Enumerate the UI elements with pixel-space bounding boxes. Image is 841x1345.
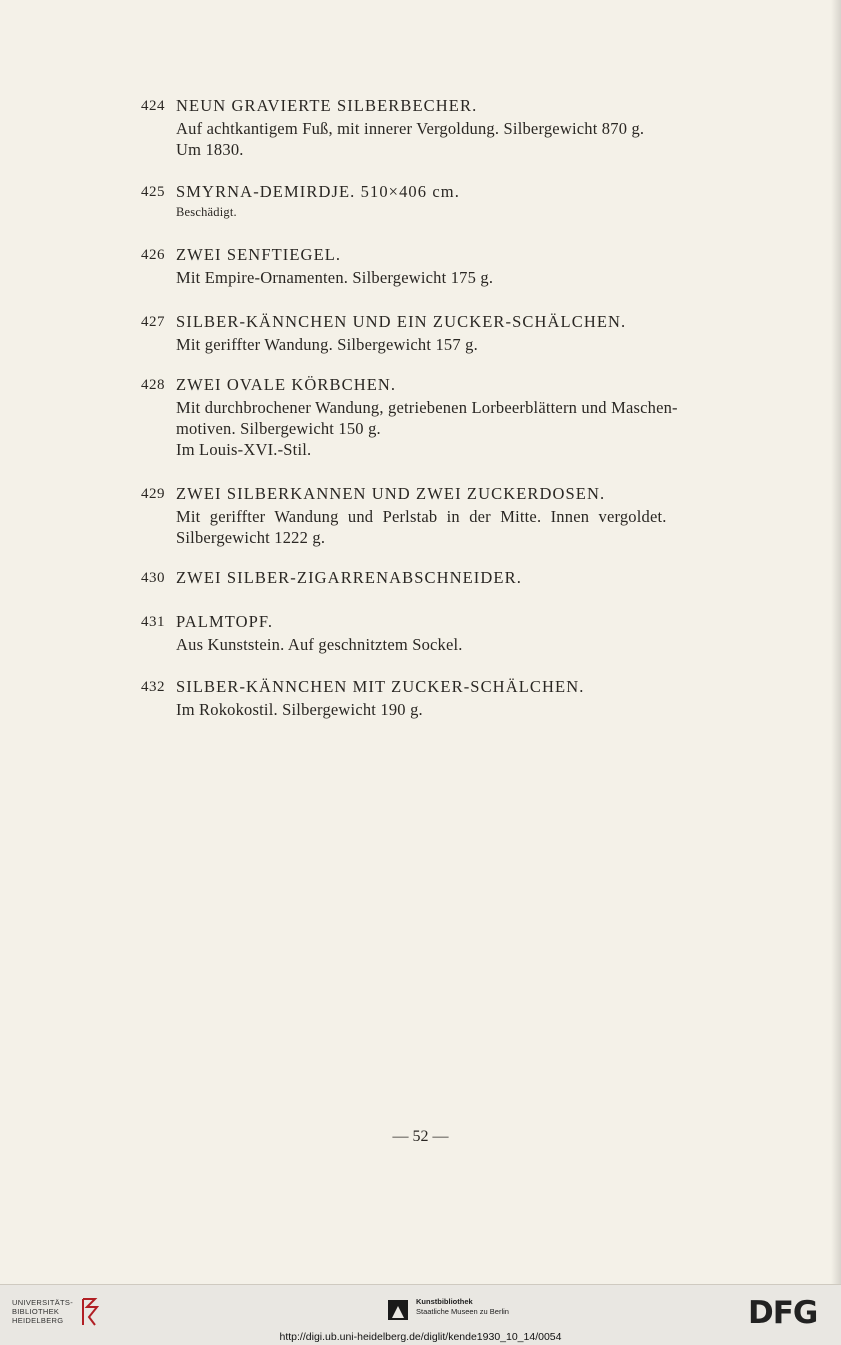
entry-number: 432 [141, 679, 165, 695]
catalog-entry-427 [141, 310, 741, 355]
library-line: BIBLIOTHEK [12, 1307, 60, 1316]
entry-number: 428 [141, 377, 165, 393]
entry-desc-line: Beschädigt. [176, 205, 237, 219]
kunstbibliothek-sub: Staatliche Museen zu Berlin [416, 1307, 509, 1316]
entry-number: 424 [141, 98, 165, 114]
entry-title: ZWEI SENFTIEGEL. [176, 245, 342, 264]
entry-number: 429 [141, 486, 165, 502]
source-url[interactable]: http://digi.ub.uni-heidelberg.de/diglit/kende1930_10_14/0054 [279, 1331, 562, 1343]
entry-title: ZWEI SILBER-ZIGARRENABSCHNEIDER. [176, 568, 522, 587]
entry-number: 427 [141, 314, 165, 330]
entry-desc-line: Im Rokokostil. Silbergewicht 190 g. [176, 700, 423, 719]
entry-desc-line: Mit Empire-Ornamenten. Silbergewicht 175 g. [176, 268, 494, 287]
catalog-entry-426 [141, 243, 741, 288]
page-edge-shadow [831, 0, 841, 1284]
entry-desc-line: Mit geriffter Wandung und Perlstab in der Mitte. Innen vergoldet. [176, 507, 667, 526]
entry-desc-line: Aus Kunststein. Auf geschnitztem Sockel. [176, 635, 463, 654]
entry-desc-line: Silbergewicht 1222 g. [176, 528, 326, 547]
entry-desc-line: Um 1830. [176, 140, 244, 159]
entry-title: SILBER-KÄNNCHEN MIT ZUCKER-SCHÄLCHEN. [176, 677, 585, 696]
library-line: UNIVERSITÄTS- [12, 1298, 73, 1307]
kunstbibliothek-logo-icon [386, 1298, 410, 1322]
catalog-entry-425 [141, 180, 741, 221]
university-library-logo-text [12, 1298, 82, 1325]
kunstbibliothek-name: Kunstbibliothek [416, 1297, 473, 1306]
entry-number: 425 [141, 184, 165, 200]
entry-desc-line: motiven. Silbergewicht 150 g. [176, 419, 381, 438]
entry-title: SILBER-KÄNNCHEN UND EIN ZUCKER-SCHÄLCHEN. [176, 312, 627, 331]
entry-number: 426 [141, 247, 165, 263]
entry-number: 431 [141, 614, 165, 630]
library-line: HEIDELBERG [12, 1316, 64, 1325]
catalog-entry-430 [141, 566, 741, 590]
catalog-entry-424 [141, 94, 741, 160]
page-number: — 52 — [392, 1128, 449, 1145]
entry-desc-line: Im Louis-XVI.-Stil. [176, 440, 312, 459]
catalog-entry-429 [141, 482, 741, 548]
entry-title: ZWEI SILBERKANNEN UND ZWEI ZUCKERDOSEN. [176, 484, 606, 503]
entry-title: PALMTOPF. [176, 612, 274, 631]
kunstbibliothek-label [416, 1297, 509, 1317]
entry-title: ZWEI OVALE KÖRBCHEN. [176, 375, 397, 394]
university-library-logo-icon [79, 1297, 101, 1327]
entry-title: NEUN GRAVIERTE SILBERBECHER. [176, 96, 478, 115]
entry-desc-line: Mit durchbrochener Wandung, getriebenen Lorbeerblättern und Maschen- [176, 398, 678, 417]
catalog-entry-432 [141, 675, 741, 720]
entry-number: 430 [141, 570, 165, 586]
entry-desc-line: Auf achtkantigem Fuß, mit innerer Vergoldung. Silbergewicht 870 g. [176, 119, 645, 138]
entry-desc-line: Mit geriffter Wandung. Silbergewicht 157 g. [176, 335, 478, 354]
entry-title: SMYRNA-DEMIRDJE. 510×406 cm. [176, 182, 460, 201]
dfg-logo: DFG [748, 1295, 818, 1331]
catalog-entry-428 [141, 373, 741, 460]
catalog-entry-431 [141, 610, 741, 655]
